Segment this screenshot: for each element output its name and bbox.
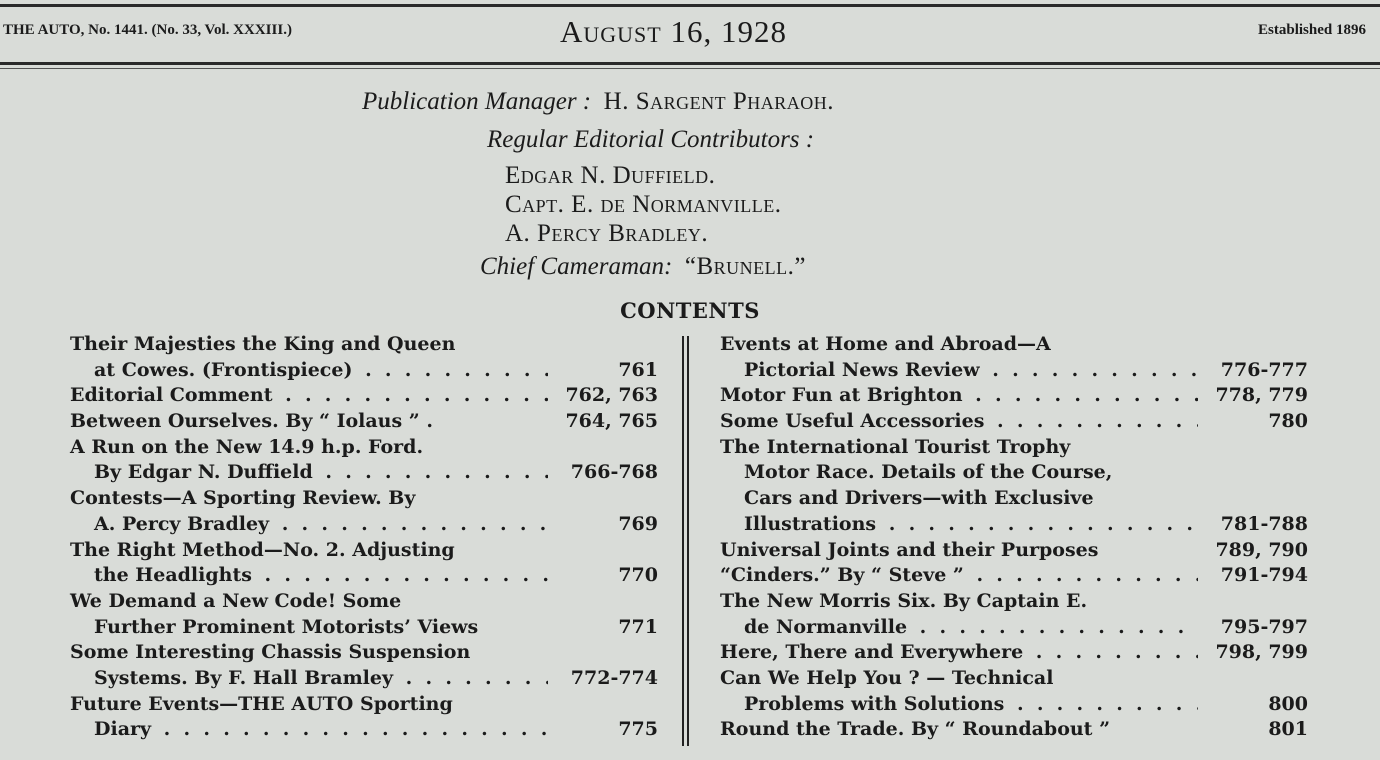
dot-leader <box>876 512 1198 538</box>
dot-leader <box>1023 640 1198 666</box>
entry-title: Here, There and Everywhere <box>720 641 1024 664</box>
entry-line <box>720 460 1308 486</box>
entry-title: Editorial Comment <box>70 384 273 407</box>
header-rule <box>0 62 1380 65</box>
contents-entry <box>70 332 658 383</box>
cameraman-label: Chief Cameraman: <box>480 253 673 280</box>
page-number: 791-794 <box>1220 564 1308 587</box>
entry-line <box>720 640 1308 666</box>
entry-line <box>720 717 1308 743</box>
dot-leader <box>1110 717 1198 743</box>
entry-line <box>720 666 1308 692</box>
page-number: 762, 763 <box>565 384 658 407</box>
contents-entry <box>70 383 658 409</box>
entry-title: Pictorial News Review <box>744 358 980 381</box>
contents-entry <box>720 666 1308 717</box>
entry-line <box>720 435 1308 461</box>
entry-line <box>720 383 1308 409</box>
entry-title: A. Percy Bradley <box>94 512 270 535</box>
dot-leader <box>984 409 1198 435</box>
issue-date: August 16, 1928 <box>560 14 787 49</box>
contents-entry <box>720 717 1308 743</box>
entry-line <box>70 563 658 589</box>
dot-leader <box>1004 692 1198 718</box>
contents-entry <box>720 409 1308 435</box>
entry-line <box>720 538 1308 564</box>
dot-leader <box>478 615 548 641</box>
established-line: Established 1896 <box>1258 22 1366 38</box>
page-number: 789, 790 <box>1215 538 1308 561</box>
entry-title: Between Ourselves. By “ Iolaus ” . <box>70 410 433 433</box>
publication-manager <box>362 88 834 116</box>
entry-title: Round the Trade. By “ Roundabout ” <box>720 718 1111 741</box>
contents-entry <box>70 486 658 537</box>
entry-title: Motor Race. Details of the Course, <box>744 461 1113 484</box>
page-number: 770 <box>618 564 658 587</box>
header-rule-thin <box>0 68 1380 69</box>
dot-leader <box>963 383 1198 409</box>
page-number: 775 <box>618 718 658 741</box>
entry-line <box>720 563 1308 589</box>
entry-title: The Right Method—No. 2. Adjusting <box>70 538 455 561</box>
contents-entry <box>720 332 1308 383</box>
entry-title: Contests—A Sporting Review. By <box>70 487 416 510</box>
manager-label: Publication Manager : <box>362 88 592 115</box>
column-divider <box>682 336 689 746</box>
contents-heading <box>0 298 1380 323</box>
page-number: 776-777 <box>1220 358 1308 381</box>
contents-entry <box>70 538 658 589</box>
contributors-heading <box>487 126 814 154</box>
entry-title: A Run on the New 14.9 h.p. Ford. <box>70 435 424 458</box>
entry-title: Systems. By F. Hall Bramley <box>94 666 394 689</box>
contributor: A. Percy Bradley. <box>505 220 709 247</box>
entry-title: Problems with Solutions <box>744 692 1005 715</box>
entry-line <box>70 717 658 743</box>
dot-leader <box>907 615 1198 641</box>
entry-line <box>720 486 1308 512</box>
contents-entry <box>720 589 1308 640</box>
dot-leader <box>313 460 548 486</box>
entry-line <box>70 640 658 666</box>
page-number: 769 <box>618 512 658 535</box>
page-number: 761 <box>618 358 658 381</box>
entry-title: Can We Help You ? — Technical <box>720 666 1054 689</box>
page-number: 781-788 <box>1220 512 1308 535</box>
entry-line <box>70 332 658 358</box>
entry-line <box>720 332 1308 358</box>
entry-line <box>70 615 658 641</box>
entry-line <box>720 692 1308 718</box>
entry-line <box>720 409 1308 435</box>
contents-title: CONTENTS <box>620 298 760 323</box>
dot-leader <box>252 563 548 589</box>
entry-title: The New Morris Six. By Captain E. <box>720 589 1088 612</box>
entry-line <box>720 358 1308 384</box>
entry-line <box>70 358 658 384</box>
entry-title: the Headlights <box>94 564 252 587</box>
entry-title: Events at Home and Abroad—A <box>720 333 1051 355</box>
page-number: 764, 765 <box>565 410 658 433</box>
entry-title: at Cowes. (Frontispiece) <box>94 358 353 381</box>
page-number: 801 <box>1268 718 1308 741</box>
entry-title: Further Prominent Motorists’ Views <box>94 615 479 638</box>
chief-cameraman <box>480 253 806 281</box>
dot-leader <box>269 512 548 538</box>
entry-line <box>720 589 1308 615</box>
issue-line: THE AUTO, No. 1441. (No. 33, Vol. XXXIII.) <box>3 22 292 38</box>
entry-line <box>720 512 1308 538</box>
entry-title: Their Majesties the King and Queen <box>70 333 456 355</box>
entry-title: The International Tourist Trophy <box>720 435 1071 458</box>
page-number: 795-797 <box>1220 615 1308 638</box>
entry-title: Some Useful Accessories <box>720 410 985 433</box>
page-number: 780 <box>1268 410 1308 433</box>
contents-entry <box>720 383 1308 409</box>
contributor: Capt. E. de Normanville. <box>505 191 782 218</box>
dot-leader <box>352 358 548 384</box>
entry-title: de Normanville <box>744 615 908 638</box>
page-number: 800 <box>1268 692 1308 715</box>
contents-entry <box>720 538 1308 564</box>
entry-line <box>70 666 658 692</box>
entry-title: We Demand a New Code! Some <box>70 589 402 612</box>
page-number: 771 <box>618 615 658 638</box>
contents-entry <box>70 589 658 640</box>
contents-right-column <box>720 332 1308 743</box>
entry-line <box>70 512 658 538</box>
contributors-label: Regular Editorial Contributors : <box>487 126 815 153</box>
contents-left-column <box>70 332 658 743</box>
dot-leader <box>980 358 1198 384</box>
entry-title: Diary <box>94 718 152 741</box>
entry-title: Some Interesting Chassis Suspension <box>70 641 471 664</box>
entry-line <box>70 409 658 435</box>
entry-title: Motor Fun at Brighton <box>720 384 963 407</box>
dot-leader <box>964 563 1198 589</box>
entry-line <box>70 460 658 486</box>
top-rule <box>0 4 1380 7</box>
contents-entry <box>720 640 1308 666</box>
page-number: 798, 799 <box>1215 641 1308 664</box>
entry-title: “Cinders.” By “ Steve ” <box>720 564 964 587</box>
contents-entry <box>720 563 1308 589</box>
contents-entry <box>70 692 658 743</box>
entry-title: Cars and Drivers—with Exclusive <box>744 487 1094 510</box>
contributor: Edgar N. Duffield. <box>505 162 716 189</box>
page-number: 772-774 <box>570 666 658 689</box>
entry-line <box>70 435 658 461</box>
entry-line <box>70 538 658 564</box>
contents-entry <box>70 435 658 486</box>
contents-entry <box>70 409 658 435</box>
dot-leader <box>433 409 548 435</box>
dot-leader <box>273 383 549 409</box>
entry-title: By Edgar N. Duffield <box>94 461 313 484</box>
entry-line <box>720 615 1308 641</box>
entry-title: Illustrations <box>744 512 877 535</box>
dot-leader <box>1098 538 1198 564</box>
entry-title: Universal Joints and their Purposes <box>720 538 1099 561</box>
contents-entry <box>720 435 1308 538</box>
entry-line <box>70 383 658 409</box>
entry-line <box>70 589 658 615</box>
page-number: 778, 779 <box>1215 384 1308 407</box>
dot-leader <box>393 666 548 692</box>
page-number: 766-768 <box>570 461 658 484</box>
contents-entry <box>70 640 658 691</box>
entry-title: Future Events—THE AUTO Sporting <box>70 692 453 715</box>
entry-line <box>70 692 658 718</box>
manager-name: H. Sargent Pharaoh. <box>603 88 834 115</box>
cameraman-name: “Brunell.” <box>684 253 806 280</box>
entry-line <box>70 486 658 512</box>
dot-leader <box>151 717 548 743</box>
